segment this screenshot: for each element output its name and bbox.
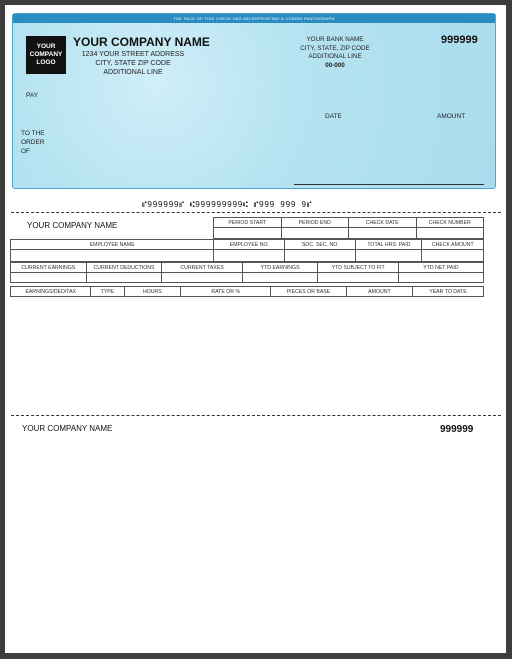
address-line-3: ADDITIONAL LINE bbox=[103, 69, 163, 76]
check-number: 999999 bbox=[441, 34, 478, 46]
company-name: YOUR COMPANY NAME bbox=[73, 35, 210, 49]
bank-additional-line: ADDITIONAL LINE bbox=[308, 53, 362, 60]
pieces-base-header: PIECES OR BASE bbox=[271, 287, 347, 297]
perforation-line-bottom bbox=[11, 415, 501, 416]
order-label-2: ORDER bbox=[21, 139, 45, 146]
check-amount-header: CHECK AMOUNT bbox=[422, 240, 484, 250]
check-face bbox=[12, 13, 496, 189]
current-deductions-header: CURRENT DEDUCTIONS bbox=[86, 263, 162, 273]
period-end-header: PERIOD END bbox=[281, 218, 349, 228]
stub-row-employee bbox=[10, 239, 484, 262]
order-label-1: TO THE bbox=[21, 130, 45, 137]
company-address bbox=[73, 50, 193, 77]
signature-line bbox=[294, 184, 484, 185]
employee-no-header: EMPLOYEE NO. bbox=[214, 240, 285, 250]
address-line-1: 1234 YOUR STREET ADDRESS bbox=[81, 51, 185, 58]
bank-fraction: 00-000 bbox=[325, 61, 345, 69]
bank-city: CITY, STATE, ZIP CODE bbox=[300, 44, 370, 52]
year-to-date-header: YEAR TO DATE bbox=[413, 287, 484, 297]
ytd-earnings-header: YTD EARNINGS bbox=[242, 263, 318, 273]
employee-name-header: EMPLOYEE NAME bbox=[11, 240, 214, 250]
amount-header: AMOUNT bbox=[346, 287, 412, 297]
total-hrs-header: TOTAL HRS. PAID bbox=[356, 240, 422, 250]
pay-label: PAY bbox=[26, 92, 39, 99]
ytd-net-paid-header: YTD NET PAID bbox=[398, 263, 483, 273]
amount-label: AMOUNT bbox=[437, 113, 466, 120]
micr-line: ⑈999999⑈ ⑆999999999⑆ ⑈999 999 9⑈ bbox=[142, 200, 313, 209]
company-logo: YOUR COMPANY LOGO bbox=[26, 36, 66, 74]
order-label-3: OF bbox=[21, 148, 31, 155]
current-earnings-header: CURRENT EARNINGS bbox=[11, 263, 87, 273]
bottom-stub-company-name: YOUR COMPANY NAME bbox=[22, 424, 113, 433]
bottom-stub-check-number: 999999 bbox=[440, 424, 474, 435]
check-sheet bbox=[5, 5, 506, 653]
check-date-header: CHECK DATE bbox=[349, 218, 417, 228]
bank-name: YOUR BANK NAME bbox=[306, 36, 364, 43]
microprint-banner: THE FACE OF THIS CHECK HAS MICROPRINTING & VOIDED PANTOGRAPH bbox=[13, 14, 495, 23]
period-start-header: PERIOD START bbox=[214, 218, 282, 228]
earnings-ded-tax-header: EARNINGS/DED/TAX bbox=[11, 287, 91, 297]
address-line-2: CITY, STATE ZIP CODE bbox=[95, 60, 171, 67]
stub-row-period bbox=[213, 217, 484, 239]
hours-header: HOURS bbox=[124, 287, 181, 297]
soc-sec-no-header: SOC. SEC. NO. bbox=[285, 240, 356, 250]
ytd-subject-fit-header: YTD SUBJECT TO FIT bbox=[318, 263, 398, 273]
current-taxes-header: CURRENT TAXES bbox=[162, 263, 242, 273]
stub-row-detail-headers bbox=[10, 286, 484, 297]
bank-info bbox=[285, 36, 385, 70]
rate-header: RATE OR % bbox=[181, 287, 271, 297]
stub-company-name: YOUR COMPANY NAME bbox=[27, 221, 118, 230]
stub-row-earnings-summary bbox=[10, 262, 484, 283]
type-header: TYPE bbox=[91, 287, 124, 297]
perforation-line-top bbox=[11, 212, 501, 213]
check-number-header: CHECK NUMBER bbox=[416, 218, 484, 228]
date-label: DATE bbox=[325, 113, 342, 120]
